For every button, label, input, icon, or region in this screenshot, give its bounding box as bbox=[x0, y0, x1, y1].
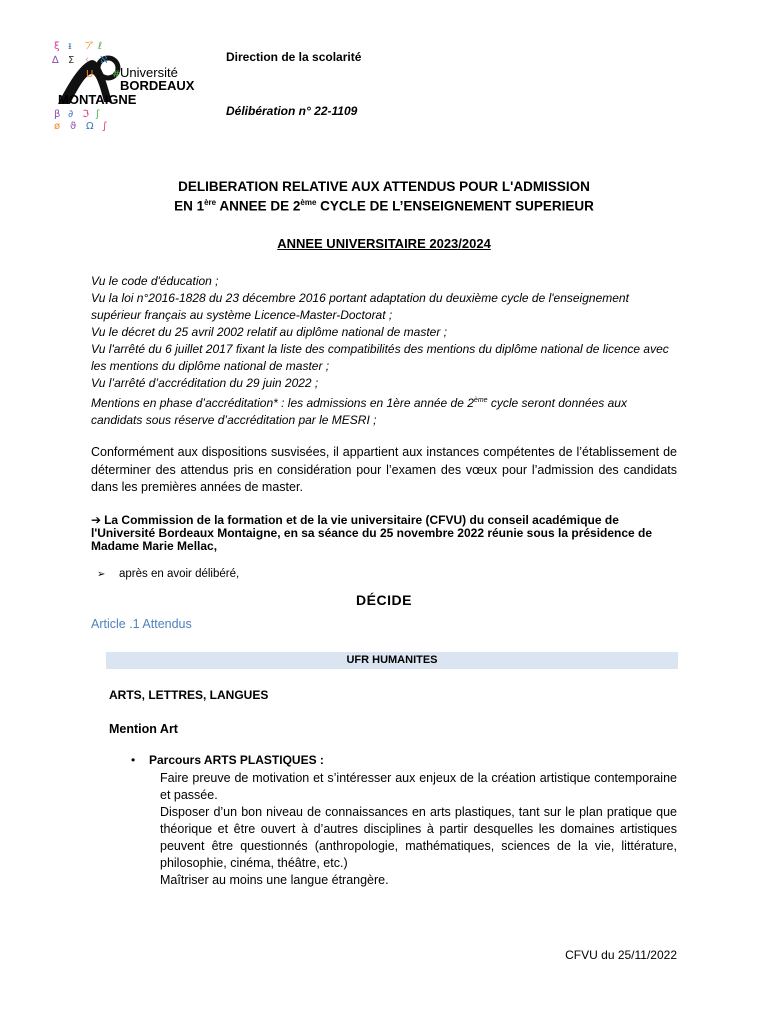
intro-paragraph: Conformément aux dispositions susvisées, il appartient aux instances compétentes de l’établissement de déterminer des attendus pris en considération pour l’examen des vœux pour l’admission des candidats dans les premières années de master. bbox=[91, 445, 677, 494]
title-sup: ère bbox=[204, 198, 217, 207]
deliberated-line bbox=[97, 568, 239, 580]
criterion: Disposer d’un bon niveau de connaissances en arts plastiques, tant sur le plan pratique que théorique et être ouvert à d’autres disciplines à partir desquelles les domaines artistiques peuvent être questionnés (anthropologie, mathématiques, sciences de la vie, littérature, philosophie, cinéma, théâtre, etc.) bbox=[160, 805, 677, 870]
logo-glyph: ϑ bbox=[70, 121, 77, 132]
visa-item: Vu l’arrêté d’accréditation du 29 juin 2022 ; bbox=[91, 376, 319, 390]
visa-item bbox=[91, 392, 681, 429]
visa-list bbox=[91, 273, 681, 429]
logo-glyph: ∫ bbox=[102, 121, 108, 132]
academic-year bbox=[0, 236, 768, 251]
logo-glyph: ξ bbox=[54, 41, 60, 52]
cfvu-statement bbox=[91, 514, 677, 553]
criterion: Maîtriser au moins une langue étrangère. bbox=[160, 873, 389, 887]
logo-text-universite: Université bbox=[120, 65, 178, 80]
title-part: ANNEE DE 2 bbox=[216, 198, 301, 214]
visa-sup: ème bbox=[473, 397, 488, 404]
title-part: CYCLE DE L’ENSEIGNEMENT SUPERIEUR bbox=[316, 198, 594, 214]
logo-text-bordeaux: BORDEAUX bbox=[120, 78, 195, 93]
academic-year-text: ANNEE UNIVERSITAIRE 2023/2024 bbox=[277, 236, 491, 251]
university-logo bbox=[48, 40, 220, 130]
arrowhead-bullet-icon: ➢ bbox=[97, 569, 106, 580]
visa-text: cycle seront données aux candidats sous réserve d’accréditation par le MESRI ; bbox=[91, 396, 627, 427]
title-part: EN 1 bbox=[174, 198, 205, 214]
criterion: Faire preuve de motivation et s’intéresser aux enjeux de la création artistique contemporaine et passée. bbox=[160, 771, 677, 802]
section-heading: ARTS, LETTRES, LANGUES bbox=[109, 688, 269, 702]
deliberated-text: après en avoir délibéré, bbox=[119, 568, 240, 580]
logo-glyph: U bbox=[86, 69, 94, 80]
logo-glyph: ℵ bbox=[100, 55, 108, 66]
logo-glyph: ᵻ bbox=[68, 41, 72, 52]
visa-item: Vu le code d'éducation ; bbox=[91, 274, 219, 288]
visa-item: Vu l'arrêté du 6 juillet 2017 fixant la liste des compatibilités des mentions du diplôme national de licence avec les mentions du diplôme national de master ; bbox=[91, 342, 669, 373]
bullet-icon: • bbox=[131, 753, 136, 767]
logo-glyph: ∆ bbox=[52, 55, 59, 66]
visa-text: Mentions en phase d’accréditation* : les admissions en 1ère année de 2 bbox=[91, 396, 474, 410]
logo-glyph: ʃ bbox=[96, 109, 100, 120]
logo-glyph: ᚲ bbox=[84, 55, 90, 66]
direction-label: Direction de la scolarité bbox=[226, 50, 362, 64]
logo-glyph: ℓ bbox=[98, 41, 103, 52]
logo-glyph: Σ bbox=[68, 55, 75, 66]
parcours-label: Parcours ARTS PLASTIQUES : bbox=[149, 753, 324, 767]
title-sup: ème bbox=[300, 198, 317, 207]
logo-glyph: β bbox=[54, 109, 61, 120]
visa-item: Vu la loi n°2016-1828 du 23 décembre 2016 portant adaptation du deuxième cycle de l'enseignement supérieur français au système Licence-Master-Doctorat ; bbox=[91, 291, 629, 322]
logo-glyph: ℑ bbox=[82, 109, 89, 120]
logo-glyph: ø bbox=[54, 121, 61, 132]
deliberation-number: Délibération n° 22-1109 bbox=[226, 104, 358, 118]
cfvu-text: La Commission de la formation et de la vie universitaire (CFVU) du conseil académique de l'Université Bordeaux Montaigne, en sa séance du 25 novembre 2022 réunie sous la présidence de Madame Marie Mellac, bbox=[91, 513, 653, 553]
arrow-right-icon: ➔ bbox=[91, 513, 102, 527]
footer-date: CFVU du 25/11/2022 bbox=[565, 948, 677, 962]
logo-text-montaigne: MONTAIGNE bbox=[58, 92, 137, 107]
ufr-banner: UFR HUMANITES bbox=[106, 652, 678, 669]
decide-heading: DÉCIDE bbox=[356, 592, 412, 608]
logo-glyph: ∂ bbox=[68, 109, 74, 120]
mention-heading: Mention Art bbox=[109, 722, 178, 736]
document-title-line1: DELIBERATION RELATIVE AUX ATTENDUS POUR L'ADMISSION bbox=[178, 179, 590, 194]
logo-glyph: # bbox=[112, 69, 121, 80]
visa-item: Vu le décret du 25 avril 2002 relatif au diplôme national de master ; bbox=[91, 325, 447, 339]
logo-glyph: Ω bbox=[86, 121, 94, 132]
article-heading: Article .1 Attendus bbox=[91, 617, 192, 631]
criteria-list bbox=[160, 770, 677, 889]
document-title-line2 bbox=[0, 198, 768, 214]
parcours-item bbox=[131, 753, 324, 767]
logo-glyph: ア bbox=[84, 41, 94, 52]
